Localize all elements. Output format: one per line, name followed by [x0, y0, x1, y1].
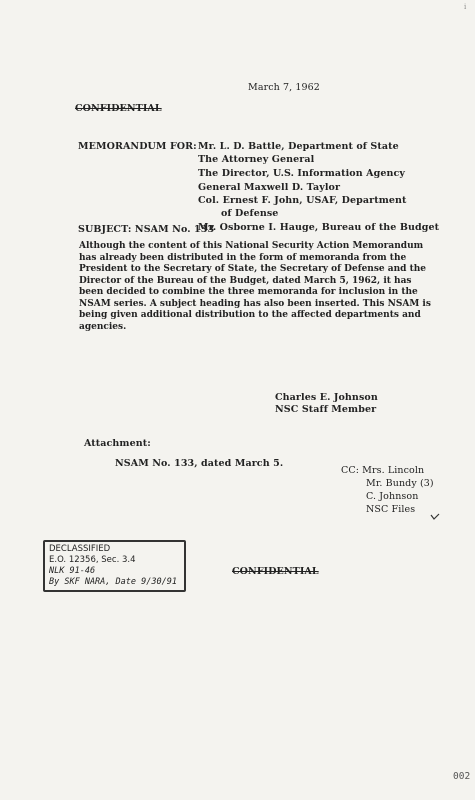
check-mark-icon	[430, 513, 440, 521]
recipient-line: Mr. Osborne I. Hauge, Bureau of the Budget	[198, 222, 440, 233]
stamp-line: DECLASSIFIED	[49, 544, 111, 554]
cc-line: NSC Files	[366, 504, 416, 515]
attachment-item: NSAM No. 133, dated March 5.	[115, 458, 284, 469]
recipient-line: The Director, U.S. Information Agency	[198, 168, 406, 179]
recipient-line: of Defense	[221, 208, 279, 219]
stamp-line: E.O. 12356, Sec. 3.4	[49, 555, 136, 565]
classification-bottom: CONFIDENTIAL	[232, 566, 319, 577]
stamp-line: NLK 91-46	[49, 566, 96, 576]
cc-line: CC: Mrs. Lincoln	[341, 465, 425, 476]
stamp-line: By SKF NARA, Date 9/30/91	[49, 577, 177, 587]
recipient-line: The Attorney General	[198, 154, 315, 165]
attachment-label: Attachment:	[84, 438, 151, 449]
memo-label: MEMORANDUM FOR:	[78, 141, 197, 152]
memo-date: March 7, 1962	[248, 82, 320, 93]
subject-line: SUBJECT: NSAM No. 133	[78, 224, 215, 235]
cc-line: C. Johnson	[366, 491, 419, 502]
body-paragraph: Although the content of this National Security Action Memorandum has already been distributed in the form of memoranda from the President to the Secretary of State, the Secretary of Defense and the Director of the Bureau of the Budget, dated March 5, 1962, it has been decided to combine the three memoranda for inclusion in the NSAM series. A subject heading has also been inserted. This NSAM is being given additional distribution to the affected departments and agencies.	[79, 241, 431, 332]
cc-line: Mr. Bundy (3)	[366, 478, 434, 489]
recipient-line: General Maxwell D. Taylor	[198, 182, 341, 193]
declassification-stamp	[43, 540, 186, 592]
signer-title: NSC Staff Member	[275, 404, 377, 415]
signer-name: Charles E. Johnson	[275, 392, 378, 403]
recipient-line: Col. Ernest F. John, USAF, Department	[198, 195, 407, 206]
recipient-line: Mr. L. D. Battle, Department of State	[198, 141, 399, 152]
classification-top: CONFIDENTIAL	[75, 103, 162, 114]
page-number: 002	[453, 771, 471, 782]
corner-mark: i	[464, 3, 467, 11]
